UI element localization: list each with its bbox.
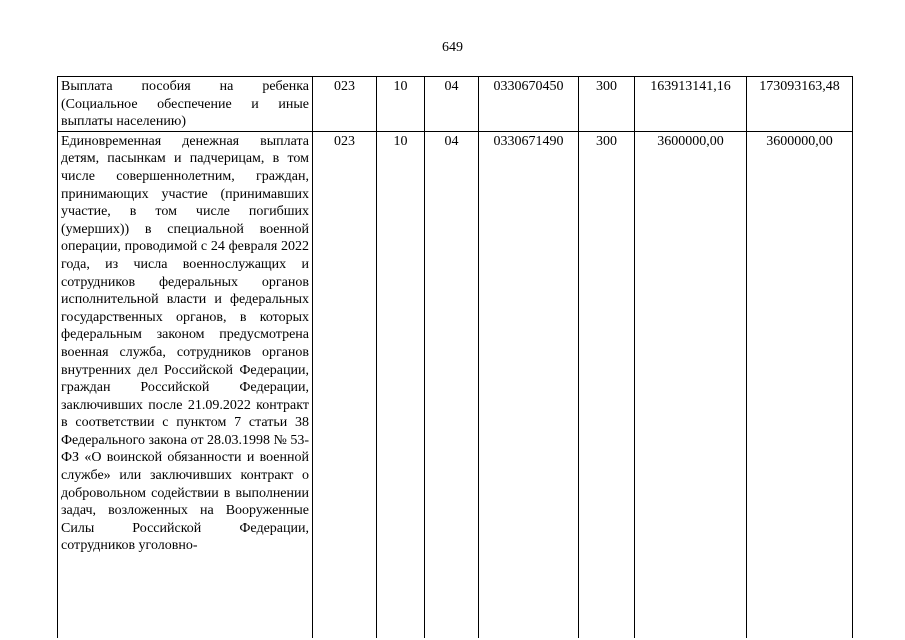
- amount-year-2: 173093163,48: [747, 77, 853, 132]
- table-row: [58, 77, 853, 132]
- row-description: Единовременная денежная выплата детям, пасынкам и падчерицам, в том числе совершеннолетним, граждан, принимающих участие (принимавших участие, в том числе погибших (умерших)) в специальной военной операции, проводимой с 24 февраля 2022 года, из числа военнослужащих и сотрудников федеральных органов исполнительной власти и федеральных государственных органов, в которых федеральным законом предусмотрена военная служба, сотрудников органов внутренних дел Российской Федерации, граждан Российской Федерации, заключивших после 21.09.2022 контракт в соответствии с пунктом 7 статьи 38 Федерального закона от 28.03.1998 № 53-ФЗ «О воинской обязанности и военной службе» или заключивших контракт о добровольном содействии в выполнении задач, возложенных на Вооруженные Силы Российской Федерации, сотрудников уголовно-: [58, 131, 313, 638]
- amount-year-1: 3600000,00: [635, 131, 747, 638]
- table-row: [58, 131, 853, 638]
- subsection-code: 04: [425, 77, 479, 132]
- amount-year-1: 163913141,16: [635, 77, 747, 132]
- expense-type-code: 300: [579, 77, 635, 132]
- budget-table: [57, 76, 853, 638]
- target-article-code: 0330670450: [479, 77, 579, 132]
- page-number: 649: [442, 40, 463, 55]
- section-code: 10: [377, 77, 425, 132]
- subsection-code: 04: [425, 131, 479, 638]
- section-code: 10: [377, 131, 425, 638]
- ministry-code: 023: [313, 77, 377, 132]
- expense-type-code: 300: [579, 131, 635, 638]
- amount-year-2: 3600000,00: [747, 131, 853, 638]
- target-article-code: 0330671490: [479, 131, 579, 638]
- row-description: Выплата пособия на ребенка (Социальное обеспечение и иные выплаты населению): [58, 77, 313, 132]
- ministry-code: 023: [313, 131, 377, 638]
